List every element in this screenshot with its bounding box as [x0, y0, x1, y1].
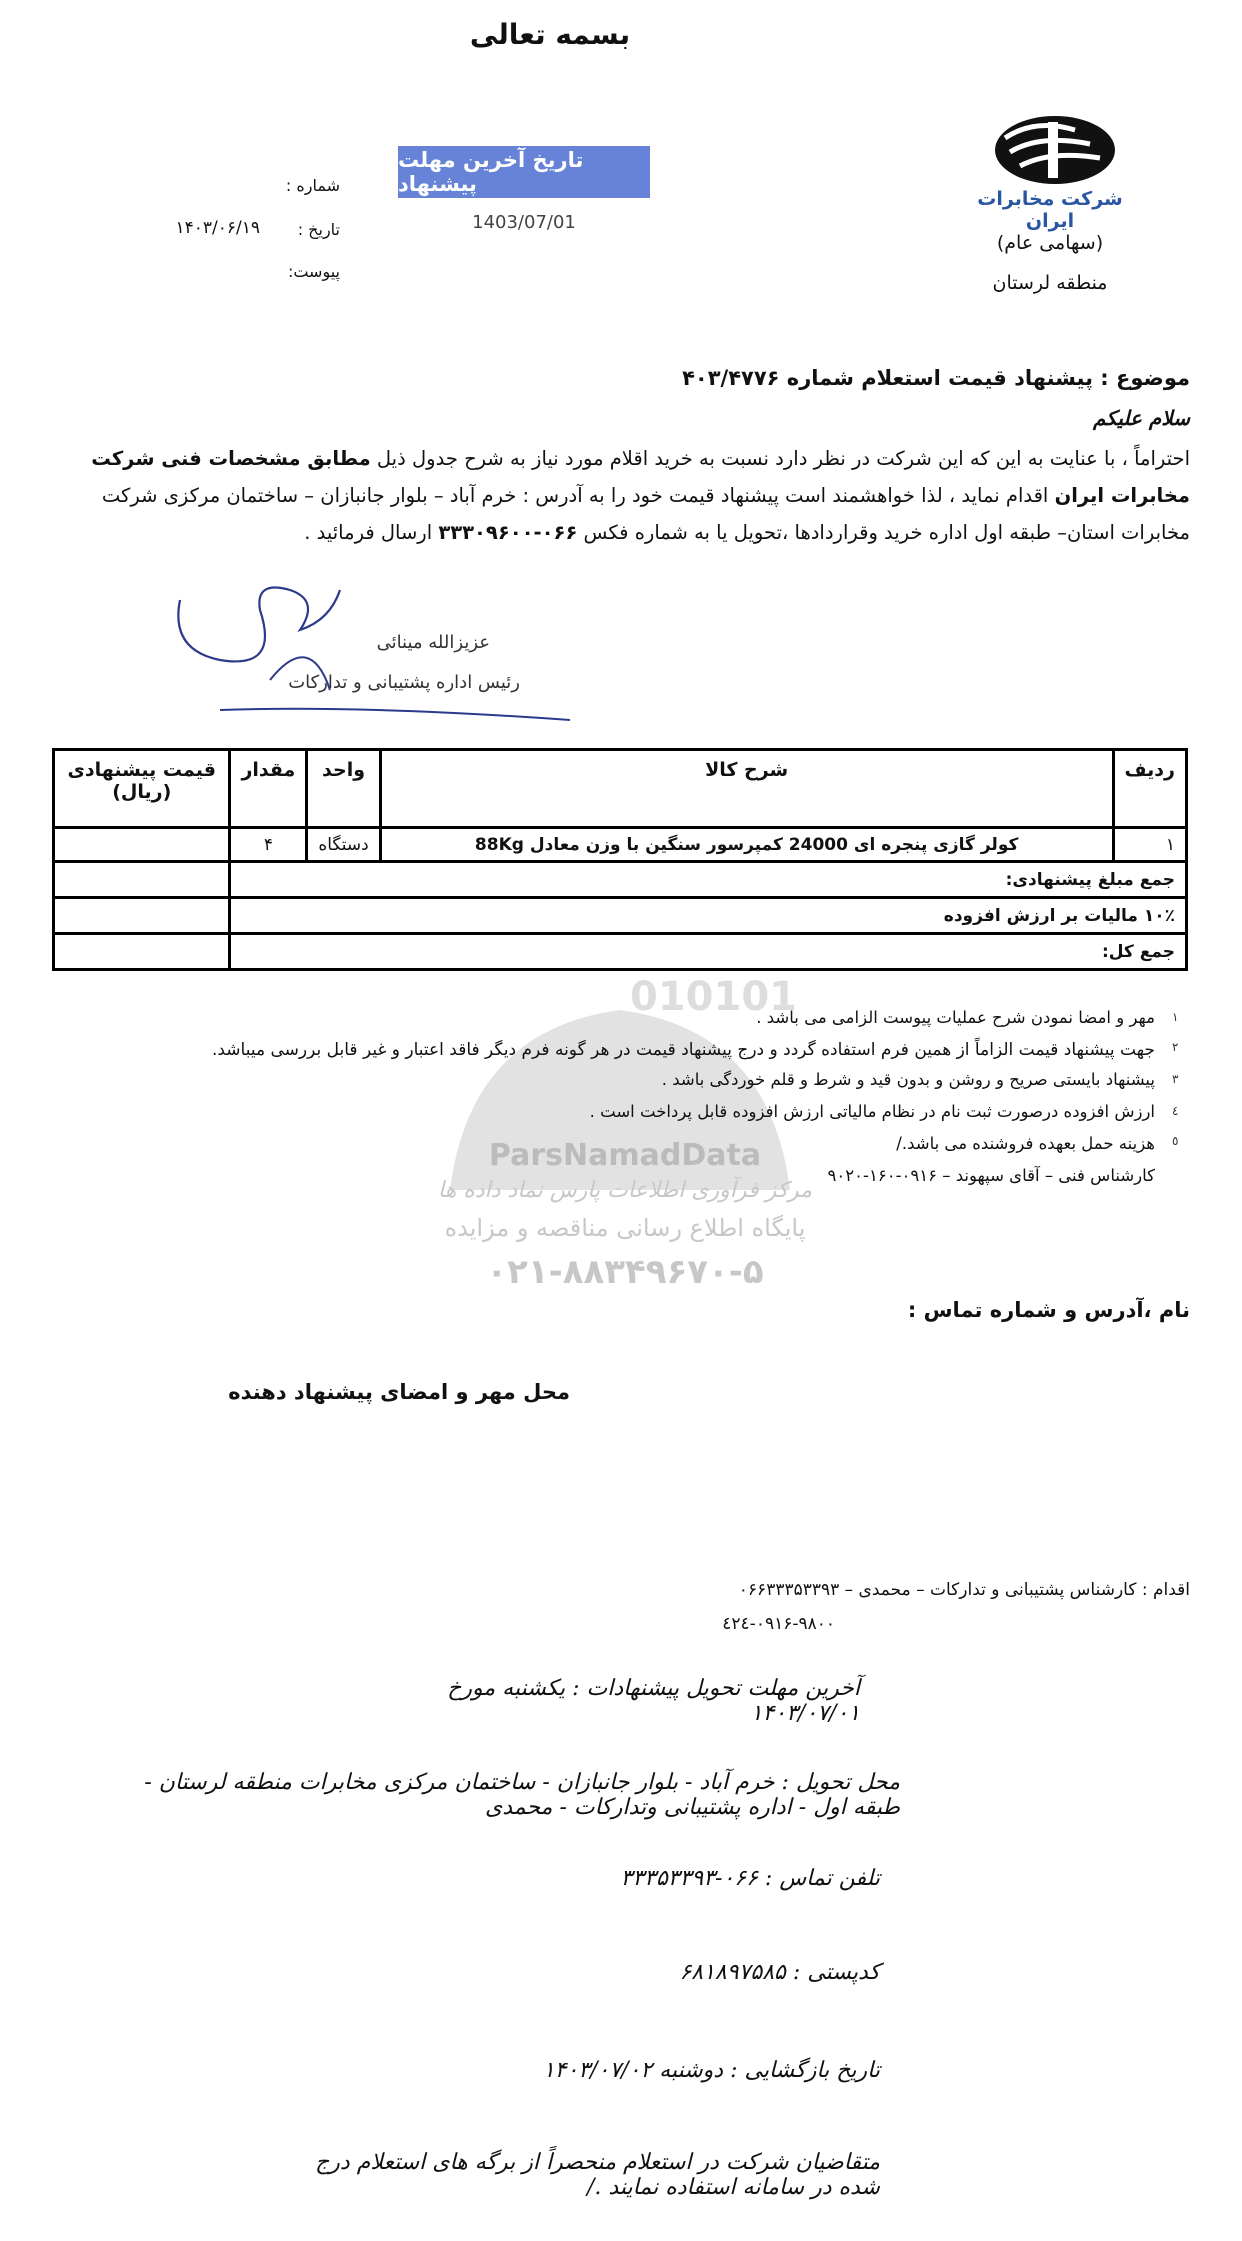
- action-phone: ۰۹۱۶-۹۸۰۰-٤۲٤: [722, 1614, 835, 1634]
- header-price-label: قیمت پیشنهادی: [67, 759, 216, 781]
- cell-row-number: ۱: [1113, 828, 1186, 862]
- watermark-phone: ۰۲۱-۸۸۳۴۹۶۷۰-۵: [486, 1252, 764, 1292]
- watermark-line2: پایگاه اطلاع رسانی مناقصه و مزایده: [444, 1214, 806, 1242]
- note-item: هزینه حمل بعهده فروشنده می باشد./: [896, 1134, 1155, 1153]
- summary-row: [54, 898, 1187, 934]
- note-item: ارزش افزوده درصورت ثبت نام در نظام مالیاتی ارزش افزوده قابل پرداخت است .: [589, 1102, 1155, 1121]
- handwritten-instruction: متقاضیان شرکت در استعلام منحصراً از برگه های استعلام درج شده در سامانه استفاده نمایند ./: [315, 2150, 880, 2200]
- header-quantity: مقدار: [230, 750, 307, 828]
- table-row: [54, 828, 1187, 862]
- cell-unit: دستگاه: [307, 828, 380, 862]
- body-bold-spec: مطابق مشخصات فنی شرکت مخابرات ایران: [91, 447, 1190, 507]
- watermark-line1: مرکز فرآوری اطلاعات پارس نماد داده ها: [437, 1178, 813, 1203]
- note-number: ۲: [1172, 1040, 1179, 1054]
- letter-subject: موضوع : پیشنهاد قیمت استعلام شماره ۴۰۳/۴۷۷۶: [682, 366, 1190, 390]
- note-item: پیشنهاد بایستی صریح و روشن و بدون قید و شرط و قلم خوردگی باشد .: [661, 1070, 1155, 1089]
- summary-grand-total-value[interactable]: [54, 934, 230, 970]
- summary-proposed-total: جمع مبلغ پیشنهادی:: [230, 862, 1187, 898]
- handwritten-postal-code: کدپستی : ۶۸۱۸۹۷۵۸۵: [679, 1960, 880, 1985]
- header-row-number: ردیف: [1113, 750, 1186, 828]
- body-start: احتراماً ، با عنایت به این که این شرکت در نظر دارد نسبت به خرید اقلام مورد نیاز به شرح جدول ذیل: [370, 447, 1190, 470]
- items-table: [52, 748, 1188, 971]
- stamp-signature-label: محل مهر و امضای پیشنهاد دهنده: [228, 1380, 570, 1404]
- header-price: [54, 750, 230, 828]
- attachment-label: پیوست:: [287, 262, 340, 281]
- date-label: تاریخ :: [297, 220, 340, 239]
- letter-greeting: سلام علیکم: [1093, 406, 1190, 430]
- summary-row: [54, 862, 1187, 898]
- note-number: ٥: [1172, 1134, 1179, 1148]
- body-tail: ارسال فرمائید .: [304, 521, 439, 544]
- table-header-row: [54, 750, 1187, 828]
- company-name: شرکت مخابرات ایران: [977, 188, 1123, 232]
- region-name: منطقه لرستان: [992, 272, 1108, 294]
- letter-body: [70, 440, 1190, 551]
- handwritten-opening-date: تاریخ بازگشایی : دوشنبه ۱۴۰۳/۰۷/۰۲: [542, 2058, 880, 2083]
- note-number: ۱: [1172, 1010, 1179, 1024]
- action-line: اقدام : کارشناس پشتیبانی و تدارکات – محمدی – ۰۶۶۳۳۳۵۳۳۹۳: [738, 1580, 1190, 1600]
- deadline-date: 1403/07/01: [472, 212, 576, 233]
- note-item: جهت پیشنهاد قیمت الزاماً از همین فرم استفاده گردد و درج پیشنهاد قیمت در هر گونه فرم دیگر فاقد اعتبار و غیر قابل بررسی میباشد.: [211, 1040, 1155, 1060]
- handwritten-deadline: آخرین مهلت تحویل پیشنهادات : یکشنبه مورخ ۱۴۰۳/۰۷/۰۱: [447, 1676, 860, 1726]
- note-item: مهر و امضا نمودن شرح عملیات پیوست الزامی می باشد .: [756, 1008, 1155, 1027]
- note-number: ٤: [1172, 1104, 1179, 1118]
- handwritten-delivery-place: محل تحویل : خرم آباد - بلوار جانبازان - ساختمان مرکزی مخابرات منطقه لرستان - طبقه اول - اداره پشتیبانی وتدارکات - محمدی: [144, 1770, 900, 1820]
- watermark-graphic: [430, 950, 810, 1250]
- company-type: (سهامی عام): [996, 232, 1104, 254]
- watermark-brand: ParsNamadData: [488, 1138, 762, 1173]
- page-title: بسمه تعالی: [469, 18, 631, 51]
- watermark-digits: 010101: [630, 974, 797, 1020]
- cell-price[interactable]: [54, 828, 230, 862]
- summary-vat: ۱۰٪ مالیات بر ارزش افزوده: [230, 898, 1187, 934]
- note-number: ۳: [1172, 1072, 1179, 1086]
- contact-label: نام ،آدرس و شماره تماس :: [907, 1298, 1190, 1322]
- number-label: شماره :: [285, 176, 340, 195]
- handwritten-phone: تلفن تماس : ۰۶۶-۳۳۳۵۳۳۹۳: [620, 1866, 880, 1891]
- summary-vat-value[interactable]: [54, 898, 230, 934]
- header-unit: واحد: [307, 750, 380, 828]
- summary-proposed-total-value[interactable]: [54, 862, 230, 898]
- body-middle: اقدام نماید ، لذا خواهشمند است پیشنهاد قیمت خود را به آدرس : خرم آباد – بلوار جانبازان – ساختمان مرکزی شرکت مخابرات استان– طبقه اول اداره خرید وقراردادها ،تحویل یا به شماره فکس: [101, 484, 1190, 544]
- header-description: شرح کالا: [380, 750, 1113, 828]
- date-value: ۱۴۰۳/۰۶/۱۹: [175, 218, 260, 238]
- fax-number: ۰۶۶-۳۳۳۰۹۶۰۰: [438, 521, 578, 544]
- cell-quantity: ۴: [230, 828, 307, 862]
- summary-grand-total: جمع کل:: [230, 934, 1187, 970]
- deadline-badge: تاریخ آخرین مهلت پیشنهاد: [398, 146, 650, 198]
- signer-name: عزیزالله مینائی: [376, 632, 490, 653]
- signer-title: رئیس اداره پشتیبانی و تدارکات: [288, 672, 520, 693]
- cell-description: کولر گازی پنجره ای 24000 کمپرسور سنگین با وزن معادل 88Kg: [380, 828, 1113, 862]
- technical-contact: کارشناس فنی – آقای سپهوند – ۰۹۱۶-۱۶۰-۹۰۲۰: [827, 1166, 1155, 1185]
- header-price-unit: (ریال): [112, 781, 172, 803]
